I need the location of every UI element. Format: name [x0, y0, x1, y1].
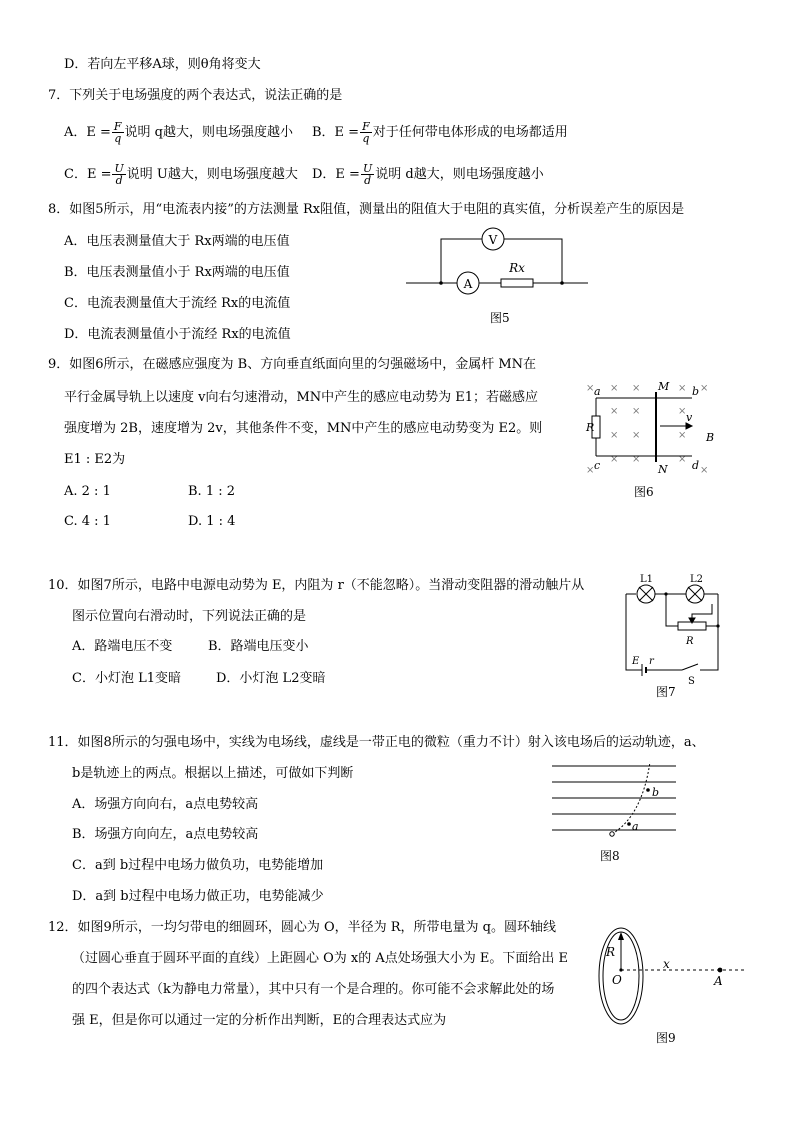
q9-option-b: B. 1 : 2	[188, 484, 236, 499]
q9-line-3: 强度增为 2B，速度增为 2v，其他条件不变，MN中产生的感应电动势变为 E2。则	[64, 421, 543, 436]
svg-text:×: ×	[632, 406, 641, 417]
switch-s-label: S	[688, 676, 695, 687]
internal-r-label: r	[649, 656, 654, 667]
figure-9-charged-ring	[596, 924, 746, 1032]
field-b-label: B	[706, 431, 715, 444]
svg-text:×: ×	[610, 430, 619, 441]
q9-line-2: 平行金属导轨上以速度 v向右匀速滑动，MN中产生的感应电动势为 E1；若磁感应	[64, 390, 539, 405]
svg-text:×: ×	[610, 454, 619, 465]
q9-option-a: A. 2 : 1	[64, 484, 111, 499]
svg-text:×: ×	[678, 454, 687, 465]
distance-x-label: x	[663, 957, 670, 971]
point-b-label: b	[652, 786, 660, 799]
figure-8-caption: 图8	[600, 849, 620, 863]
q12-line-1: 12．如图9所示，一均匀带电的细圆环，圆心为 O，半径为 R，所带电量为 q。圆环轴线	[48, 920, 556, 935]
q8-option-d: D．电流表测量值小于流经 Rx的电流值	[64, 327, 291, 342]
q10-option-b: B．路端电压变小	[208, 639, 309, 654]
point-b-label: b	[692, 385, 700, 398]
figure-6-caption: 图6	[634, 485, 654, 499]
q11-option-d: D．a到 b过程中电场力做正功，电势能减少	[72, 889, 324, 904]
q7-option-c: C．E = $\frac{U}{d}$ 说明 U越大，则电场强度越大	[64, 162, 298, 187]
q9-line-1: 9．如图6所示，在磁感应强度为 B、方向垂直纸面向里的匀强磁场中，金属杆 MN在	[48, 357, 537, 372]
svg-text:×: ×	[700, 465, 709, 476]
radius-r-label: R	[606, 945, 616, 959]
q11-line-1: 11．如图8所示的匀强电场中，实线为电场线，虚线是一带正电的微粒（重力不计）射入该电场后的运动轨迹，a、	[48, 735, 705, 750]
q7-option-b: B．E = $\frac{F}{q}$ 对于任何带电体形成的电场都适用	[312, 120, 568, 145]
svg-text:×: ×	[700, 383, 709, 394]
svg-text:×: ×	[632, 430, 641, 441]
q6-option-d: D．若向左平移A球，则θ角将变大	[64, 57, 261, 72]
point-a-label: a	[594, 385, 601, 398]
svg-text:×: ×	[610, 406, 619, 417]
q11-option-c: C．a到 b过程中电场力做负功，电势能增加	[72, 858, 324, 873]
svg-text:×: ×	[586, 465, 595, 476]
q12-line-3: 的四个表达式（k为静电力常量），其中只有一个是合理的。你可能不会求解此处的场	[72, 982, 555, 997]
voltmeter-label: V	[488, 233, 498, 247]
figure-9-caption: 图9	[656, 1031, 676, 1045]
q11-option-a: A．场强方向向右，a点电势较高	[72, 797, 259, 812]
q11-option-b: B．场强方向向左，a点电势较高	[72, 827, 259, 842]
figure-8-electric-field	[550, 760, 678, 842]
q8-option-b: B．电压表测量值小于 Rx两端的电压值	[64, 265, 290, 280]
q10-line-1: 10．如图7所示，电路中电源电动势为 E，内阻为 r（不能忽略）。当滑动变阻器的滑动触片从	[48, 578, 585, 593]
q7-stem: 7．下列关于电场强度的两个表达式，说法正确的是	[48, 88, 343, 103]
resistor-r-label: R	[586, 421, 595, 434]
svg-text:×: ×	[632, 383, 641, 394]
q12-line-2: （过圆心垂直于圆环平面的直线）上距圆心 O为 x的 A点处场强大小为 E。下面给出 E	[72, 951, 569, 966]
q11-line-2: b是轨迹上的两点。根据以上描述，可做如下判断	[72, 766, 354, 781]
figure-6-magnetic-field	[582, 378, 722, 476]
point-a-label: A	[714, 974, 723, 988]
resistor-label: Rx	[509, 261, 525, 275]
q10-option-a: A．路端电压不变	[72, 639, 173, 654]
q8-option-a: A．电压表测量值大于 Rx两端的电压值	[64, 234, 290, 249]
lamp-l2-label: L2	[690, 574, 704, 585]
q7-option-d: D．E = $\frac{U}{d}$ 说明 d越大，则电场强度越小	[312, 162, 544, 187]
svg-text:×: ×	[586, 383, 595, 394]
point-c-label: c	[594, 459, 601, 472]
q12-line-4: 强 E，但是你可以通过一定的分析作出判断，E的合理表达式应为	[72, 1013, 447, 1028]
q8-option-c: C．电流表测量值大于流经 Rx的电流值	[64, 296, 291, 311]
svg-text:×: ×	[678, 406, 687, 417]
q9-option-c: C. 4 : 1	[64, 514, 111, 529]
point-d-label: d	[692, 459, 700, 472]
q8-stem: 8．如图5所示，用“电流表内接”的方法测量 Rx阻值，测量出的阻值大于电阻的真实值，分析误差产生的原因是	[48, 202, 685, 217]
q9-line-4: E1 : E2为	[64, 452, 126, 467]
figure-5-caption: 图5	[490, 311, 510, 325]
svg-text:×: ×	[632, 454, 641, 465]
rheostat-r-label: R	[686, 636, 694, 647]
figure-5-circuit	[404, 222, 594, 302]
point-a-label: a	[632, 820, 639, 833]
center-o-label: O	[612, 973, 622, 987]
svg-text:×: ×	[678, 430, 687, 441]
ammeter-label: A	[463, 277, 473, 291]
lamp-l1-label: L1	[640, 574, 654, 585]
q7-option-a: A．E = $\frac{F}{q}$ 说明 q越大，则电场强度越小	[64, 120, 294, 145]
svg-text:×: ×	[610, 383, 619, 394]
figure-7-caption: 图7	[656, 685, 676, 699]
rod-n-label: N	[658, 463, 668, 476]
q10-line-2: 图示位置向右滑动时，下列说法正确的是	[72, 609, 307, 624]
figure-7-circuit	[620, 572, 726, 687]
q10-option-c: C．小灯泡 L1变暗	[72, 671, 181, 686]
velocity-label: v	[686, 411, 693, 424]
emf-e-label: E	[632, 656, 640, 667]
q9-option-d: D. 1 : 4	[188, 514, 236, 529]
rod-m-label: M	[658, 380, 670, 393]
svg-text:×: ×	[678, 383, 687, 394]
q10-option-d: D．小灯泡 L2变暗	[216, 671, 326, 686]
